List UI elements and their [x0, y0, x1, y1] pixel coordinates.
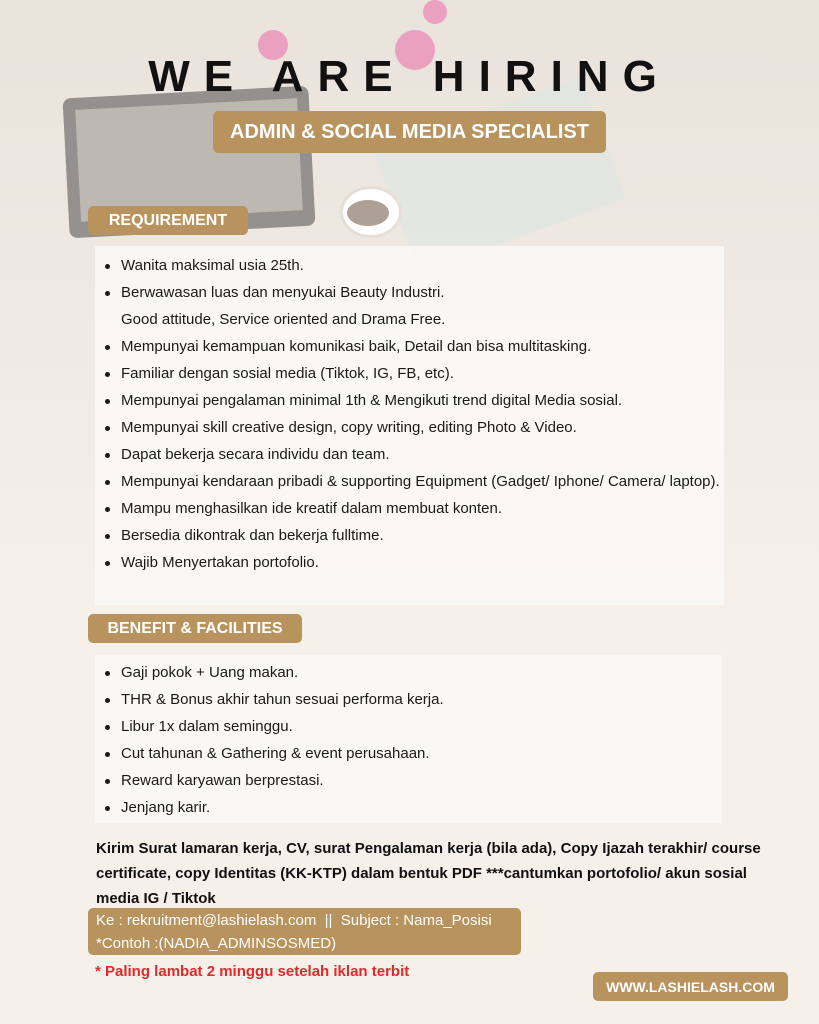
requirement-heading: REQUIREMENT: [88, 206, 248, 235]
flower-image: [423, 0, 447, 24]
page-title: WE ARE HIRING: [148, 52, 671, 101]
contact-box: [88, 908, 521, 955]
requirement-item: Wajib Menyertakan portofolio.: [95, 554, 724, 572]
benefit-item: Reward karyawan berprestasi.: [95, 772, 722, 790]
benefit-heading: BENEFIT & FACILITIES: [88, 614, 302, 643]
benefit-item: Gaji pokok + Uang makan.: [95, 664, 722, 682]
requirement-item: Mempunyai skill creative design, copy writing, editing Photo & Video.: [95, 419, 724, 437]
requirement-item: Mampu menghasilkan ide kreatif dalam membuat konten.: [95, 500, 724, 518]
benefit-panel: [95, 655, 722, 823]
requirement-item: Dapat bekerja secara individu dan team.: [95, 446, 724, 464]
requirement-item: Familiar dengan sosial media (Tiktok, IG, FB, etc).: [95, 365, 724, 383]
requirement-list: [95, 246, 724, 572]
subject-example-line: *Contoh :(NADIA_ADMINSOSMED): [96, 935, 337, 952]
deadline-note: * Paling lambat 2 minggu setelah iklan terbit: [95, 963, 410, 980]
requirement-item: Berwawasan luas dan menyukai Beauty Industri.: [95, 284, 724, 302]
benefit-item: Libur 1x dalam seminggu.: [95, 718, 722, 736]
requirement-panel: [95, 246, 724, 605]
requirement-item: Mempunyai kemampuan komunikasi baik, Detail dan bisa multitasking.: [95, 338, 724, 356]
benefit-list: [95, 655, 722, 817]
requirement-item: Mempunyai kendaraan pribadi & supporting Equipment (Gadget/ Iphone/ Camera/ laptop).: [95, 473, 724, 491]
contact-email-line: Ke : rekruitment@lashielash.com || Subject : Nama_Posisi: [96, 912, 492, 929]
benefit-item: Jenjang karir.: [95, 799, 722, 817]
requirement-item: Wanita maksimal usia 25th.: [95, 257, 724, 275]
position-badge: ADMIN & SOCIAL MEDIA SPECIALIST: [213, 111, 606, 153]
requirement-item: Mempunyai pengalaman minimal 1th & Mengikuti trend digital Media sosial.: [95, 392, 724, 410]
benefit-item: THR & Bonus akhir tahun sesuai performa kerja.: [95, 691, 722, 709]
benefit-item: Cut tahunan & Gathering & event perusahaan.: [95, 745, 722, 763]
website-link[interactable]: WWW.LASHIELASH.COM: [593, 972, 788, 1001]
coffee-image: [347, 200, 389, 226]
requirement-item: Bersedia dikontrak dan bekerja fulltime.: [95, 527, 724, 545]
requirement-item: Good attitude, Service oriented and Drama Free.: [121, 311, 446, 328]
apply-instructions: Kirim Surat lamaran kerja, CV, surat Pengalaman kerja (bila ada), Copy Ijazah terakhir/ course certificate, copy Identitas (KK-KTP) dalam bentuk PDF ***cantumkan portofolio/ akun sosial media IG / Tiktok: [96, 840, 761, 907]
